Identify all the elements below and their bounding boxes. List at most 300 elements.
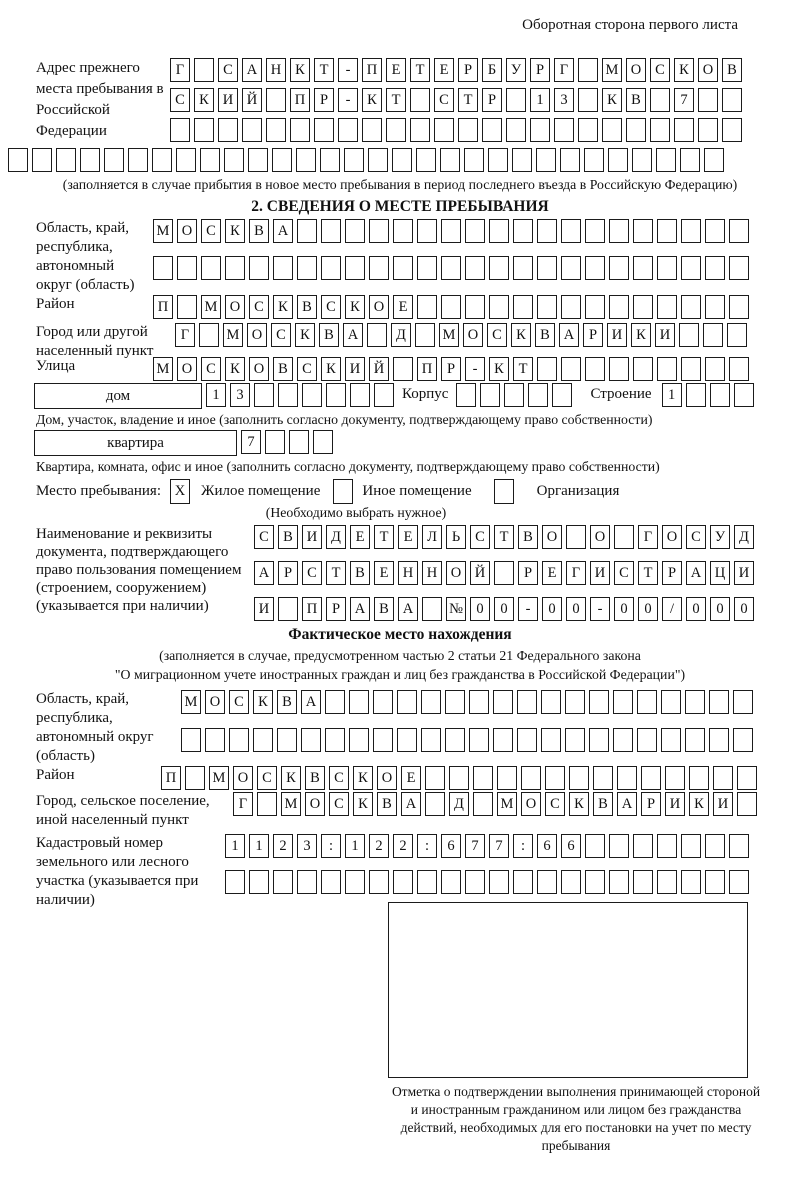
char-cell <box>410 88 430 112</box>
char-cell: И <box>665 792 685 816</box>
char-cell <box>374 383 394 407</box>
char-cell <box>609 834 629 858</box>
option-organizatsiya-label: Организация <box>536 483 620 499</box>
char-cell <box>373 690 393 714</box>
char-cell: К <box>511 323 531 347</box>
char-cell <box>456 383 476 407</box>
char-cell: О <box>249 357 269 381</box>
raion-row <box>153 295 753 319</box>
doc-label: Наименование и реквизиты документа, подтверждающего право пользования помещением (строением, сооружением) (указывается при наличии) <box>36 526 242 614</box>
stroenie-cells <box>662 383 758 407</box>
char-cell <box>585 256 605 280</box>
char-cell: К <box>321 357 341 381</box>
char-cell: К <box>602 88 622 112</box>
char-cell <box>266 118 286 142</box>
char-cell: № <box>446 597 466 621</box>
char-cell: 2 <box>393 834 413 858</box>
char-cell <box>609 295 629 319</box>
char-cell <box>56 148 76 172</box>
char-cell: В <box>277 690 297 714</box>
char-cell: В <box>377 792 397 816</box>
char-cell: Н <box>398 561 418 585</box>
char-cell: М <box>209 766 229 790</box>
char-cell <box>417 295 437 319</box>
char-cell <box>225 870 245 894</box>
char-cell: К <box>225 219 245 243</box>
char-cell: Р <box>326 597 346 621</box>
char-cell: С <box>434 88 454 112</box>
fact-kadastr-block <box>36 834 792 910</box>
char-cell <box>609 357 629 381</box>
char-cell: С <box>321 295 341 319</box>
doc-row-3 <box>254 597 758 621</box>
char-cell <box>661 728 681 752</box>
char-cell: Р <box>641 792 661 816</box>
char-cell <box>421 728 441 752</box>
char-cell <box>733 728 753 752</box>
char-cell: Б <box>482 58 502 82</box>
char-cell <box>397 728 417 752</box>
char-cell <box>536 148 556 172</box>
char-cell <box>441 219 461 243</box>
char-cell <box>585 357 605 381</box>
char-cell: С <box>545 792 565 816</box>
prev-address-label: Адрес прежнего места пребывания в Российской Федерации <box>36 60 164 139</box>
char-cell: К <box>345 295 365 319</box>
char-cell <box>393 870 413 894</box>
char-cell: С <box>650 58 670 82</box>
char-cell: Е <box>401 766 421 790</box>
doc-row-2 <box>254 561 758 585</box>
char-cell <box>465 256 485 280</box>
char-cell <box>278 597 298 621</box>
char-cell <box>296 148 316 172</box>
char-cell <box>513 870 533 894</box>
char-cell <box>393 219 413 243</box>
char-cell <box>589 728 609 752</box>
char-cell: - <box>338 58 358 82</box>
char-cell: К <box>225 357 245 381</box>
char-cell: К <box>253 690 273 714</box>
char-cell <box>350 383 370 407</box>
char-cell <box>585 870 605 894</box>
char-cell <box>229 728 249 752</box>
char-cell <box>637 690 657 714</box>
char-cell <box>325 690 345 714</box>
char-cell <box>537 357 557 381</box>
char-cell <box>705 834 725 858</box>
char-cell <box>737 766 757 790</box>
char-cell <box>506 118 526 142</box>
fact-raion-label: Район <box>36 767 75 783</box>
header-note: Оборотная сторона первого листа <box>522 17 738 33</box>
char-cell: М <box>153 219 173 243</box>
char-cell <box>345 219 365 243</box>
char-cell: К <box>281 766 301 790</box>
char-cell <box>569 766 589 790</box>
char-cell: М <box>223 323 243 347</box>
char-cell <box>469 728 489 752</box>
char-cell: Р <box>482 88 502 112</box>
char-cell <box>425 792 445 816</box>
char-cell: 2 <box>273 834 293 858</box>
char-cell: Т <box>513 357 533 381</box>
char-cell <box>541 690 561 714</box>
char-cell <box>729 295 749 319</box>
char-cell: 1 <box>206 383 226 407</box>
char-cell: М <box>439 323 459 347</box>
char-cell <box>517 728 537 752</box>
char-cell <box>561 870 581 894</box>
char-cell: М <box>602 58 622 82</box>
char-cell: Т <box>458 88 478 112</box>
char-cell <box>297 219 317 243</box>
fact-gorod-row <box>233 792 761 816</box>
char-cell: Г <box>233 792 253 816</box>
fact-oblast-rows <box>181 690 757 752</box>
char-cell: П <box>417 357 437 381</box>
char-cell: 0 <box>494 597 514 621</box>
prev-address-row-4 <box>8 148 792 172</box>
prev-address-row-3 <box>170 118 746 142</box>
char-cell <box>633 834 653 858</box>
char-cell: : <box>417 834 437 858</box>
char-cell: В <box>278 525 298 549</box>
char-cell <box>703 323 723 347</box>
char-cell: 0 <box>614 597 634 621</box>
char-cell <box>345 870 365 894</box>
oblast-rows <box>153 219 753 280</box>
char-cell <box>369 870 389 894</box>
char-cell: П <box>161 766 181 790</box>
char-cell <box>689 766 709 790</box>
char-cell <box>632 148 652 172</box>
char-cell <box>349 728 369 752</box>
char-cell <box>218 118 238 142</box>
char-cell <box>560 148 580 172</box>
checkbox-zhiloe: X <box>170 479 190 504</box>
char-cell: - <box>590 597 610 621</box>
char-cell: 1 <box>249 834 269 858</box>
char-cell <box>657 219 677 243</box>
char-cell: - <box>338 88 358 112</box>
char-cell <box>578 118 598 142</box>
ulitsa-block <box>36 357 792 381</box>
char-cell <box>613 728 633 752</box>
char-cell: И <box>590 561 610 585</box>
fact-caption-line2: "О миграционном учете иностранных граждан и лиц без гражданства в Российской Федерации") <box>114 667 686 682</box>
char-cell <box>705 870 725 894</box>
char-cell: Д <box>734 525 754 549</box>
char-cell: : <box>513 834 533 858</box>
fact-raion-row <box>161 766 761 790</box>
char-cell: П <box>302 597 322 621</box>
char-cell <box>242 118 262 142</box>
char-cell <box>665 766 685 790</box>
char-cell <box>369 256 389 280</box>
char-cell <box>513 219 533 243</box>
char-cell <box>713 766 733 790</box>
char-cell <box>679 323 699 347</box>
char-cell <box>727 323 747 347</box>
char-cell <box>593 766 613 790</box>
char-cell: И <box>655 323 675 347</box>
char-cell <box>80 148 100 172</box>
char-cell: О <box>233 766 253 790</box>
char-cell <box>554 118 574 142</box>
char-cell <box>194 58 214 82</box>
char-cell: С <box>271 323 291 347</box>
char-cell <box>177 256 197 280</box>
char-cell: И <box>345 357 365 381</box>
char-cell: К <box>631 323 651 347</box>
char-cell: И <box>218 88 238 112</box>
char-cell: А <box>559 323 579 347</box>
char-cell: С <box>302 561 322 585</box>
char-cell: О <box>369 295 389 319</box>
korpus-label: Корпус <box>402 386 449 402</box>
char-cell <box>602 118 622 142</box>
char-cell: О <box>205 690 225 714</box>
char-cell <box>578 58 598 82</box>
char-cell: 7 <box>465 834 485 858</box>
char-cell: 6 <box>537 834 557 858</box>
char-cell <box>698 88 718 112</box>
dom-cells <box>206 383 398 407</box>
char-cell: 3 <box>297 834 317 858</box>
char-cell <box>128 148 148 172</box>
korpus-cells <box>456 383 576 407</box>
char-cell: Р <box>278 561 298 585</box>
char-cell: А <box>343 323 363 347</box>
char-cell <box>493 690 513 714</box>
char-cell: Т <box>638 561 658 585</box>
char-cell: А <box>242 58 262 82</box>
char-cell: - <box>518 597 538 621</box>
char-cell <box>205 728 225 752</box>
mesto-caption: (Необходимо выбрать нужное) <box>265 505 447 520</box>
fact-caption <box>8 646 792 684</box>
char-cell: В <box>319 323 339 347</box>
char-cell: 1 <box>345 834 365 858</box>
char-cell <box>489 295 509 319</box>
char-cell <box>369 219 389 243</box>
char-cell: С <box>201 219 221 243</box>
char-cell: С <box>201 357 221 381</box>
fact-oblast-label: Область, край, республика, автономный округ (область) <box>36 691 154 764</box>
char-cell: Ц <box>710 561 730 585</box>
fact-oblast-block <box>36 690 792 766</box>
char-cell: Т <box>386 88 406 112</box>
char-cell <box>445 728 465 752</box>
char-cell <box>661 690 681 714</box>
char-cell <box>441 295 461 319</box>
char-cell <box>434 118 454 142</box>
char-cell <box>248 148 268 172</box>
char-cell: Е <box>386 58 406 82</box>
checkbox-inoe <box>333 479 353 504</box>
char-cell <box>584 148 604 172</box>
char-cell: Г <box>566 561 586 585</box>
char-cell <box>685 728 705 752</box>
char-cell: 1 <box>530 88 550 112</box>
char-cell: В <box>273 357 293 381</box>
char-cell <box>609 219 629 243</box>
char-cell: Д <box>449 792 469 816</box>
fact-raion-block <box>36 766 792 790</box>
char-cell <box>321 870 341 894</box>
char-cell <box>397 690 417 714</box>
option-zhiloe-label: Жилое помещение <box>201 483 321 499</box>
char-cell <box>517 690 537 714</box>
char-cell <box>585 295 605 319</box>
char-cell <box>441 870 461 894</box>
char-cell <box>681 870 701 894</box>
dom-box: дом <box>34 383 202 409</box>
char-cell <box>368 148 388 172</box>
doc-rows <box>254 525 758 621</box>
gorod-block <box>36 323 792 361</box>
char-cell: : <box>321 834 341 858</box>
char-cell: Е <box>542 561 562 585</box>
char-cell <box>373 728 393 752</box>
char-cell: О <box>521 792 541 816</box>
char-cell <box>633 870 653 894</box>
char-cell: К <box>689 792 709 816</box>
char-cell: Г <box>554 58 574 82</box>
char-cell <box>561 357 581 381</box>
char-cell: И <box>607 323 627 347</box>
char-cell: М <box>497 792 517 816</box>
char-cell: М <box>153 357 173 381</box>
char-cell: О <box>626 58 646 82</box>
char-cell <box>185 766 205 790</box>
char-cell <box>565 728 585 752</box>
char-cell <box>626 118 646 142</box>
char-cell <box>416 148 436 172</box>
char-cell: П <box>362 58 382 82</box>
char-cell <box>326 383 346 407</box>
oblast-block <box>36 219 792 295</box>
char-cell: А <box>617 792 637 816</box>
char-cell <box>578 88 598 112</box>
char-cell: Р <box>314 88 334 112</box>
char-cell <box>224 148 244 172</box>
char-cell: Г <box>170 58 190 82</box>
char-cell <box>513 295 533 319</box>
char-cell <box>301 728 321 752</box>
char-cell <box>465 219 485 243</box>
fact-kadastr-rows <box>225 834 753 894</box>
fact-kadastr-label: Кадастровый номер земельного или лесного участка (указывается при наличии) <box>36 835 199 908</box>
char-cell: Р <box>518 561 538 585</box>
char-cell: Р <box>441 357 461 381</box>
char-cell <box>152 148 172 172</box>
char-cell <box>705 219 725 243</box>
char-cell: К <box>273 295 293 319</box>
char-cell: Р <box>662 561 682 585</box>
char-cell <box>176 148 196 172</box>
option-inoe-label: Иное помещение <box>362 483 472 499</box>
char-cell: 0 <box>710 597 730 621</box>
char-cell <box>530 118 550 142</box>
char-cell <box>657 256 677 280</box>
ulitsa-label: Улица <box>36 358 76 374</box>
char-cell <box>493 728 513 752</box>
char-cell <box>729 870 749 894</box>
char-cell <box>313 430 333 454</box>
char-cell <box>393 256 413 280</box>
char-cell <box>425 766 445 790</box>
char-cell <box>641 766 661 790</box>
char-cell: Е <box>350 525 370 549</box>
char-cell: С <box>470 525 490 549</box>
char-cell: Д <box>391 323 411 347</box>
char-cell: Й <box>369 357 389 381</box>
char-cell: В <box>297 295 317 319</box>
char-cell <box>650 118 670 142</box>
char-cell: С <box>249 295 269 319</box>
char-cell <box>417 870 437 894</box>
char-cell <box>729 357 749 381</box>
char-cell: Т <box>326 561 346 585</box>
char-cell <box>277 728 297 752</box>
char-cell <box>537 219 557 243</box>
char-cell <box>585 219 605 243</box>
char-cell: И <box>302 525 322 549</box>
char-cell <box>710 383 730 407</box>
char-cell: В <box>518 525 538 549</box>
stamp-box <box>388 902 748 1078</box>
char-cell: С <box>329 766 349 790</box>
char-cell: К <box>194 88 214 112</box>
char-cell: В <box>626 88 646 112</box>
char-cell <box>465 295 485 319</box>
char-cell: Т <box>494 525 514 549</box>
char-cell <box>561 256 581 280</box>
char-cell: П <box>290 88 310 112</box>
char-cell: О <box>698 58 718 82</box>
char-cell <box>465 870 485 894</box>
char-cell: В <box>305 766 325 790</box>
prev-address-row-2 <box>170 88 746 112</box>
char-cell <box>273 870 293 894</box>
char-cell: К <box>362 88 382 112</box>
char-cell <box>421 690 441 714</box>
char-cell <box>464 148 484 172</box>
char-cell <box>225 256 245 280</box>
char-cell <box>565 690 585 714</box>
doc-block <box>36 525 792 621</box>
char-cell: Р <box>530 58 550 82</box>
char-cell <box>537 256 557 280</box>
char-cell <box>705 357 725 381</box>
oblast-row-2 <box>153 256 753 280</box>
prev-address-block <box>36 58 792 142</box>
char-cell <box>181 728 201 752</box>
char-cell <box>297 256 317 280</box>
char-cell <box>489 870 509 894</box>
char-cell <box>290 118 310 142</box>
stroenie-label: Строение <box>590 386 652 402</box>
char-cell <box>566 525 586 549</box>
char-cell <box>344 148 364 172</box>
prev-address-row-1 <box>170 58 746 82</box>
char-cell <box>537 870 557 894</box>
char-cell <box>633 295 653 319</box>
mesto-label: Место пребывания: <box>36 483 161 499</box>
fact-kadastr-row-2 <box>225 870 753 894</box>
